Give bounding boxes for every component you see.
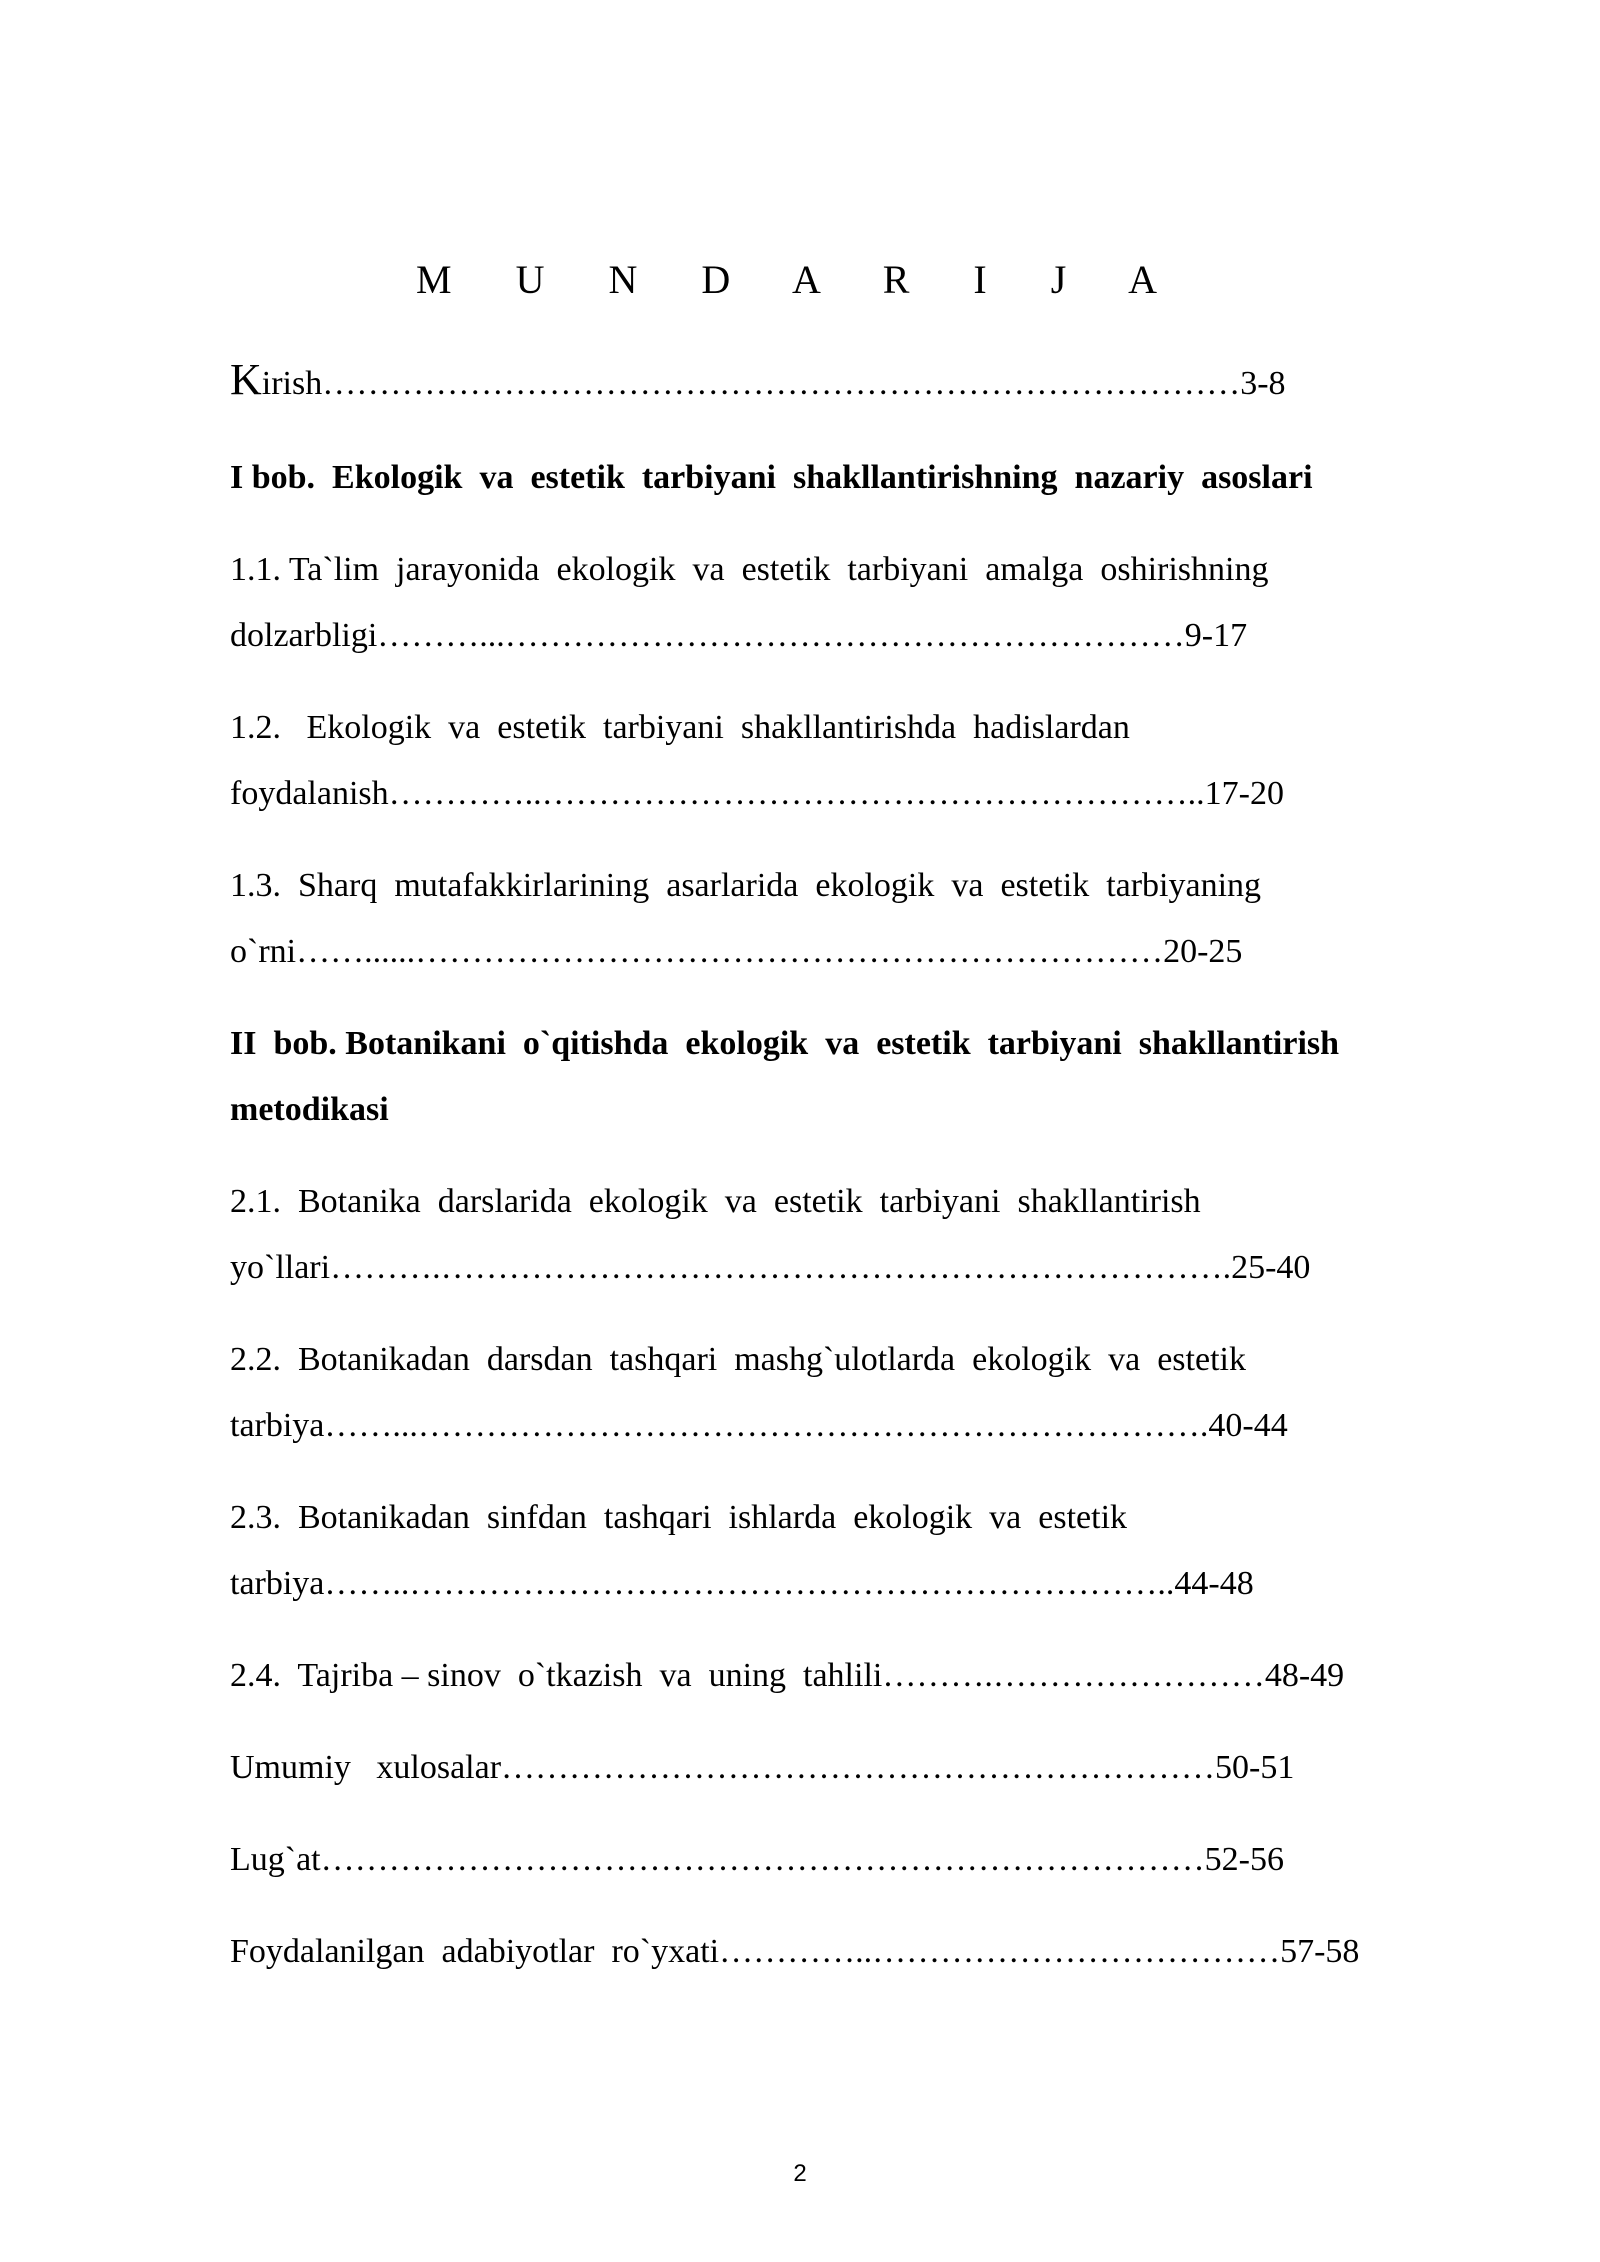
toc-entry-references: Foydalanilgan adabiyotlar ro`yxati…………..………………………………57-58: [230, 1933, 1360, 1970]
toc-entry-1-1-line1: 1.1. Ta`lim jarayonida ekologik va estetik tarbiyani amalga oshirishning: [230, 551, 1269, 588]
toc-chapter-1-heading: I bob. Ekologik va estetik tarbiyani shakllantirishning nazariy asoslari: [230, 459, 1313, 496]
page-number: 2: [793, 2160, 807, 2187]
toc-entry-1-3-line1: 1.3. Sharq mutafakkirlarining asarlarida ekologik va estetik tarbiyaning: [230, 867, 1262, 904]
toc-entry-1-3-line2: o`rni……......…………………………………………………………20-25: [230, 933, 1243, 970]
toc-entry-2-2-line2: tarbiya……...…………………………………………………………….40-44: [230, 1407, 1288, 1444]
toc-entry-2-3-line1: 2.3. Botanikadan sinfdan tashqari ishlarda ekologik va estetik: [230, 1499, 1128, 1536]
toc-chapter-2-heading-line1: II bob. Botanikani o`qitishda ekologik va estetik tarbiyani shakllantirish: [230, 1025, 1340, 1062]
kirish-initial-letter: K: [230, 355, 262, 404]
toc-chapter-2-heading-line2: metodikasi: [230, 1091, 389, 1128]
toc-entry-2-1-line1: 2.1. Botanika darslarida ekologik va estetik tarbiyani shakllantirish: [230, 1183, 1201, 1220]
toc-entry-conclusions: Umumiy xulosalar………………………………………………………50-51: [230, 1749, 1295, 1786]
page-title: M U N D A R I J A: [416, 257, 1184, 302]
toc-entry-glossary: Lug`at……………………………………………………………………52-56: [230, 1841, 1284, 1878]
toc-entry-2-1-line2: yo`llari……….…………………………………………………………….25-40: [230, 1249, 1311, 1286]
toc-entry-1-2-line2: foydalanish…………..…………………………………………………..17-20: [230, 775, 1284, 812]
toc-entry-1-2-line1: 1.2. Ekologik va estetik tarbiyani shakllantirishda hadislardan: [230, 709, 1130, 746]
toc-entry-1-1-line2: dolzarbligi………...……………………………………………………9-17: [230, 617, 1248, 654]
toc-entry-2-3-line2: tarbiya……..…………………………………………………………..44-48: [230, 1565, 1254, 1602]
toc-entry-2-4: 2.4. Tajriba – sinov o`tkazish va uning tahlili……….……………………48-49: [230, 1657, 1345, 1694]
toc-entry-2-2-line1: 2.2. Botanikadan darsdan tashqari mashg`ulotlarda ekologik va estetik: [230, 1341, 1246, 1378]
toc-entry-kirish: Kirish………………………………………………………………………3-8: [230, 355, 1286, 404]
